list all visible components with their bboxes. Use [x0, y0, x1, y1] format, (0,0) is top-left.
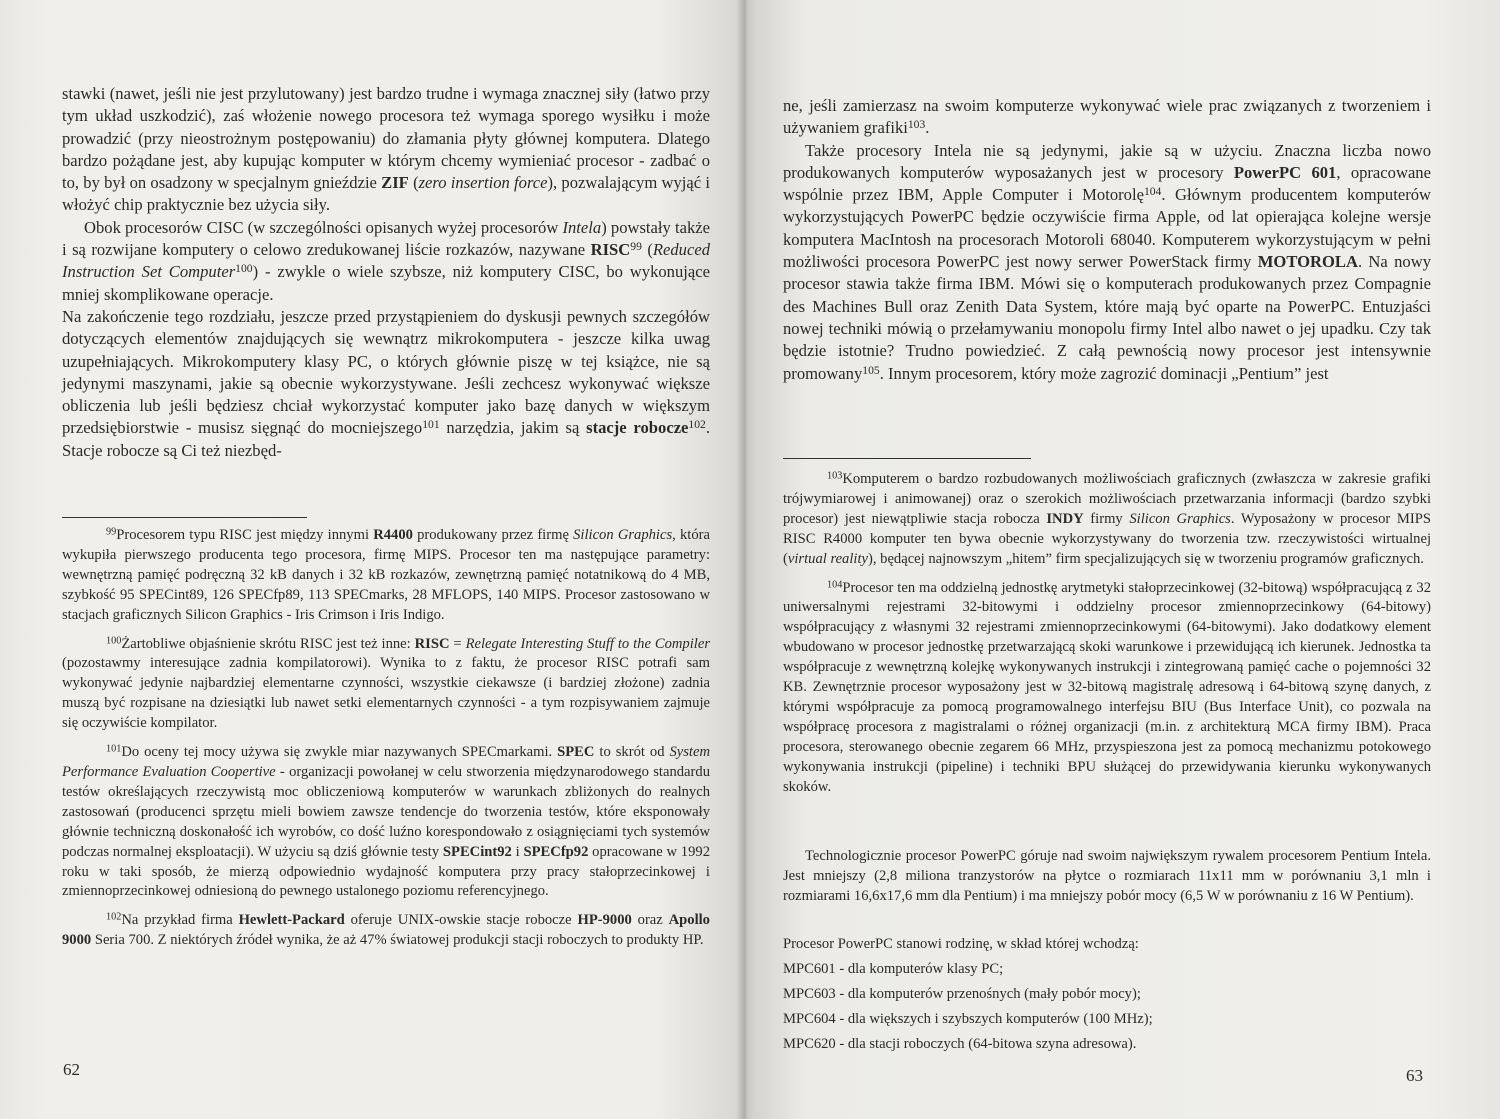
italic-text: virtual reality — [787, 550, 868, 567]
paragraph: ne, jeśli zamierzasz na swoim komputerze wykonywać wiele prac związanych z tworzeniem i używaniem grafiki$^{103}$. — [783, 96, 1431, 138]
bold-text: Apollo 9000 — [62, 912, 710, 949]
paragraph: Także procesory Intela nie są jedynymi, jakie są w użyciu. Znaczna liczba nowo produkowanych komputerów wyposażanych jest w procesory PowerPC 601, opracowane wspólnie przez IBM, Apple Computer i Motorolę$^{104}$. Głównym producentem komputerów wykorzystujących PowerPC będzie oczywiście firma Apple, od lat opierająca kolejne wersje komputera MacIntosh na procesorach Motoroli 68040. Komputerem wykorzystującym w pełni możliwości procesora PowerPC jest nowy serwer PowerStack firmy MOTOROLA. Na nowy procesor stawia także firma IBM. Mówi się o komputerach produkowanych przez Compagnie des Machines Bull oraz Zenith Data System, które mają być oparte na PowerPC. Entuzjaści nowej techniki mówią o przełamywaniu monopolu firmy Intel albo nawet o jej upadku. Czy tak będzie istotnie? Trudno powiedzieć. Z całą pewnością nowy procesor jest intensywnie promowany$^{105}$. Innym procesorem, który może zagrozić dominacji „Pentium” jest — [783, 140, 1432, 383]
bold-text: RISC — [590, 240, 631, 260]
bold-text: stacje robocze — [586, 418, 689, 438]
paragraph: Obok procesorów CISC (w szczególności opisanych wyżej procesorów Intela) powstały także i są rozwijane komputery o celowo zredukowanej liście rozkazów, nazywane RISC$^{99}$ (Reduced Instruction Set Computer$^{100}$) - zwykle o wiele szybsze, niż komputery CISC, bo wykonujące mniej skomplikowane operacje. — [62, 217, 710, 304]
list-item: MPC604 - dla większych i szybszych komputerów (100 MHz); — [783, 1011, 1153, 1027]
right-footnotes — [783, 470, 1431, 807]
left-page — [0, 0, 745, 1119]
bold-text: HP-9000 — [577, 912, 632, 929]
footnote-marker: 100 — [106, 634, 122, 646]
bold-text: Hewlett-Packard — [238, 912, 345, 929]
paragraph: $^{100}$Żartobliwe objaśnienie skrótu RISC jest też inne: RISC = Relegate Interesting Stuff to the Compiler (pozostawmy interesujące zadnia kompilatorowi). Wynika to z faktu, że procesor RISC potrafi sam wykonywać jedynie najbardziej elementarne czynności, wszystkie ciekawsze (i bardziej złożone) zadnia muszą być rozpisane na dziesiątki lub nawet setki elementarnych czynności - a tym rozpisywaniem zajmuje się oczywiście kompilator. — [62, 634, 710, 732]
footnote-marker: 104 — [1143, 184, 1162, 198]
left-body-text — [62, 83, 710, 462]
list-intro: Procesor PowerPC stanowi rodzinę, w skład której wchodzą: — [783, 936, 1139, 952]
footnote-marker: 99 — [106, 526, 117, 538]
footnote-marker: 102 — [688, 418, 706, 432]
italic-text: Silicon Graphics — [573, 527, 673, 543]
footnote-marker: 101 — [106, 743, 122, 755]
paragraph: Na zakończenie tego rozdziału, jeszcze przed przystąpieniem do dyskusji pewnych szczegółów dotyczących elementów znajdujących się wewnątrz mikrokomputera - jeszcze kilka uwag uzupełniających. Mikrokomputery klasy PC, o których głównie piszę w tej książce, nie są jedynymi maszynami, jakie są obecnie wykorzystywane. Jeśli zechcesz wykonywać większe obliczenia lub jeśli będziesz chciał wykorzystać komputer jako bazę danych w większym przedsiębiorstwie - musisz sięgnąć do mocniejszego$^{101}$ narzędzia, jakim są stacje robocze$^{102}$. Stacje robocze są Ci też niezbęd- — [62, 306, 710, 460]
bold-text: SPECint92 — [442, 843, 512, 860]
footnote-rule — [62, 517, 307, 518]
page-number: 63 — [1406, 1066, 1423, 1085]
right-continuation-paragraph — [783, 846, 1431, 906]
bold-text: RISC — [414, 635, 450, 652]
list-item: MPC620 - dla stacji roboczych (64-bitowa szyna adresowa). — [783, 1036, 1137, 1052]
bold-text: INDY — [1046, 510, 1084, 527]
page-number: 62 — [63, 1060, 80, 1079]
bold-text: PowerPC 601 — [1233, 162, 1337, 182]
italic-text: System Performance Evaluation Coopertive — [62, 744, 710, 780]
paragraph: Technologicznie procesor PowerPC góruje nad swoim największym rywalem procesorem Pentium Intela. Jest mniejszy (2,8 miliona tranzystorów na płytce o rozmiarach 11x11 mm w porównaniu 3,1 mln i rozmiarami 16,6x17,6 mm dla Pentium) i ma mniejszy pobór mocy (6,5 W w porównaniu z 16 W Pentium). — [783, 848, 1431, 904]
book-gutter — [736, 0, 754, 1119]
footnote-marker: 104 — [827, 578, 843, 590]
footnote-marker: 103 — [907, 118, 926, 132]
bold-text: MOTOROLA — [1257, 252, 1358, 272]
paragraph: stawki (nawet, jeśli nie jest przylutowany) jest bardzo trudne i wymaga znacznej siły (łatwo przy tym układ uszkodzić), zaś włożenie nowego procesora też wymaga sporego wysiłku i może prowadzić (przy nieostrożnym postępowaniu) do złamania płyty głównej komputera. Dlatego bardzo pożądane jest, aby kupując komputer w którym chcemy wymieniać procesor - zadbać o to, by był on osadzony w specjalnym gnieździe ZIF (zero insertion force), pozwalającym wyjąć i włożyć chip praktycznie bez użycia siły. — [62, 84, 710, 215]
footnote-marker: 101 — [422, 418, 440, 432]
italic-text: Intela — [562, 217, 602, 237]
paragraph: $^{103}$Komputerem o bardzo rozbudowanych możliwościach graficznych (zwłaszcza w zakresie grafiki trójwymiarowej i animowanej) oraz o szerokich możliwościach przetwarzania informacji (bardzo szybki procesor) jest niewątpliwie stacja robocza INDY firmy Silicon Graphics. Wyposażony w procesor MIPS RISC R4000 komputer ten bywa obecnie wykorzystywany do tworzenia tzw. rzeczywistości wirtualnej (virtual reality), będącej najnowszym „hitem” firm specjalizujących się w tworzeniu programów graficznych. — [783, 470, 1431, 567]
powerpc-family-list — [783, 932, 1431, 1057]
bold-text: SPEC — [557, 744, 595, 761]
footnote-marker: 105 — [862, 363, 880, 377]
footnote-rule — [783, 458, 1031, 459]
bold-text: ZIF — [381, 173, 409, 193]
right-body-text — [783, 95, 1431, 385]
footnote-marker: 102 — [106, 911, 122, 923]
italic-text: Relegate Interesting Stuff to the Compiler — [465, 635, 710, 652]
paragraph: $^{99}$Procesorem typu RISC jest między innymi R4400 produkowany przez firmę Silicon Graphics, która wykupiła pierwszego producenta tego procesora, firmę MIPS. Procesor ten ma następujące parametry: wewnętrzną pamięć podręczną 32 kB danych i 32 kB rozkazów, zewnętrzną pamięć notatnikową do 4 MB, szybkość 95 SPECint89, 126 SPECfp89, 113 SPECmarks, 28 MFLOPS, 140 MIPS. Procesor zastosowano w stacjach graficznych Silicon Graphics - Iris Crimson i Iris Indigo. — [62, 526, 710, 623]
list-item: MPC601 - dla komputerów klasy PC; — [783, 961, 1004, 977]
right-page — [745, 0, 1500, 1119]
italic-text: Silicon Graphics — [1129, 510, 1231, 527]
bold-text: R4400 — [373, 527, 413, 543]
list-item: MPC603 - dla komputerów przenośnych (mały pobór mocy); — [783, 986, 1141, 1002]
left-footnotes — [62, 526, 710, 960]
footnote-marker: 100 — [235, 262, 253, 276]
footnote-marker: 99 — [630, 239, 642, 253]
italic-text: Reduced Instruction Set Computer — [62, 240, 710, 282]
bold-text: SPECfp92 — [523, 843, 589, 860]
paragraph: $^{104}$Procesor ten ma oddzielną jednostkę arytmetyki stałoprzecinkowej (32-bitową) współpracującą z 32 uniwersalnymi rejestrami 32-bitowymi i oddzielny procesor zmiennoprzecinkowy (64-bitowy) współpracujący z własnymi 32 rejestrami zmiennoprzecinkowymi (64-bitowymi). Jako dodatkowy element wbudowano w procesor jednostkę przetwarzającą skoki warunkowe i przewidującą ich kierunek. Jednostka ta współpracuje z wewnętrzną kolejkę wykonywanych instrukcji i zintegrowaną pamięć cache o pojemności 32 KB. Zewnętrznie procesor wyposażony jest w 32-bitową magistralę adresową i 64-bitową szynę danych, z którymi współpracuje za pomocą programowalnego interfejsu BIU (Bus Interface Unit), co pozwala na współpracę procesora z magistralami o różnej organizacji (m.in. z architekturą MCA firmy IBM). Praca procesora, sterowanego obecnie zegarem 66 MHz, przyspieszona jest za pomocą mechanizmu potokowego wykonywania instrukcji (pipeline) i techniki BPU służącej do przewidywania kierunku wykonywanych skoków. — [783, 578, 1431, 795]
paragraph: $^{101}$Do oceny tej mocy używa się zwykle miar nazywanych SPECmarkami. SPEC to skrót od System Performance Evaluation Coopertive - organizacji powołanej w celu stworzenia międzynarodowego standardu testów określających rzeczywistą moc obliczeniową komputerów w warunkach zbliżonych do realnych zastosowań (producenci sprzętu mieli bowiem zawsze tendencje do tworzenia testów, które eksponowały głównie techniczną doskonałość ich wyrobów, co dość luźno korespondowało z osiągnięciami tych systemów podczas normalnej eksploatacji). W użyciu są dziś głównie testy SPECint92 i SPECfp92 opracowane w 1992 roku w taki sposób, że mierzą odpowiednio wydajność komputera przy pracy stałoprzecinkowej i zmiennoprzecinkowej odniesioną do pewnego ustalonego poziomu referencyjnego. — [62, 743, 710, 900]
italic-text: zero insertion force — [418, 173, 548, 193]
footnote-marker: 103 — [827, 470, 843, 482]
paragraph: $^{102}$Na przykład firma Hewlett-Packard oferuje UNIX-owskie stacje robocze HP-9000 oraz Apollo 9000 Seria 700. Z niektórych źródeł wynika, że aż 47% światowej produkcji stacji roboczych to produkty HP. — [62, 911, 710, 949]
